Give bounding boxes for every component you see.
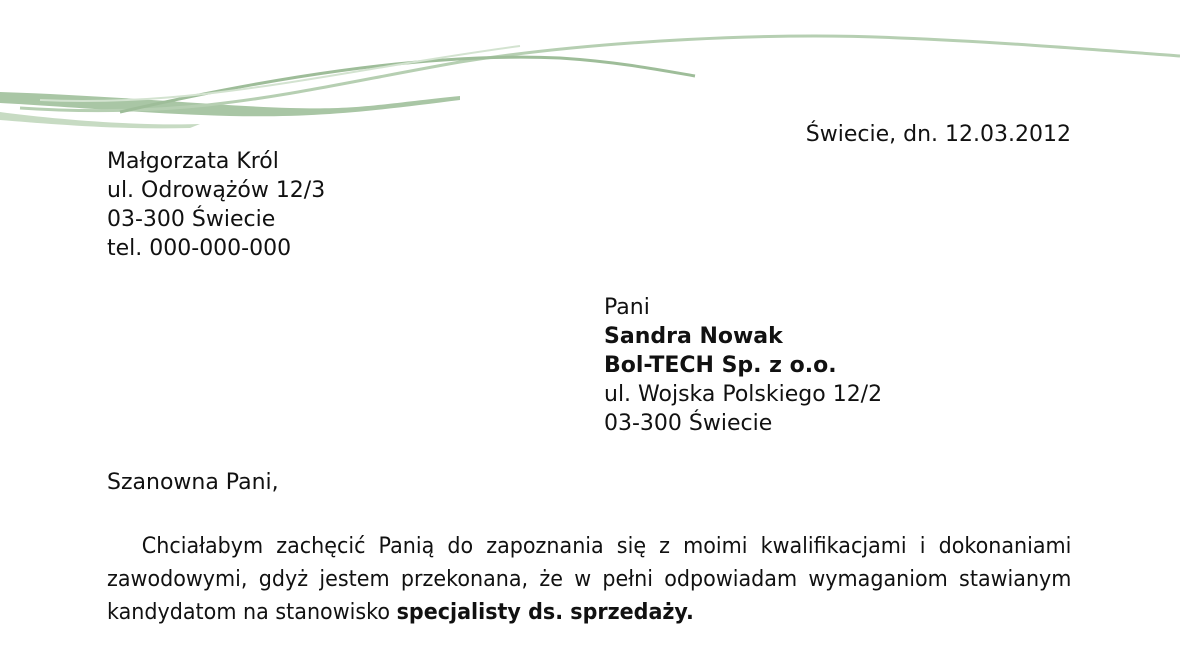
recipient-street: ul. Wojska Polskiego 12/2 [604, 382, 883, 407]
decorative-swoosh-header [0, 0, 1180, 140]
swoosh-band-lower [0, 112, 200, 128]
paragraph-position-text: specjalisty ds. sprzedaży. [396, 600, 694, 625]
sender-name: Małgorzata Król [107, 149, 279, 174]
swoosh-band-thick [0, 92, 460, 116]
recipient-company: Bol-TECH Sp. z o.o. [604, 353, 837, 378]
letter-body-paragraph [107, 530, 1071, 629]
letter-greeting: Szanowna Pani, [107, 470, 279, 495]
swoosh-line-long [20, 36, 1180, 111]
sender-phone: tel. 000-000-000 [107, 236, 292, 261]
sender-city: 03-300 Świecie [107, 207, 276, 232]
swoosh-line-thin [40, 46, 520, 101]
recipient-city: 03-300 Świecie [604, 411, 773, 436]
sender-address-block [107, 147, 325, 263]
letter-date: Świecie, dn. 12.03.2012 [805, 122, 1071, 147]
paragraph-intro-text: Chciałabym zachęcić Panią do zapoznania się z moimi kwalifikacjami i dokonaniami zawodowymi, gdyż jestem przekonana, że w pełni odpowiadam wymaganiom stawianym kandydatom na stanowisko [107, 534, 1072, 625]
sender-street: ul. Odrowążów 12/3 [107, 178, 326, 203]
recipient-address-block [604, 293, 882, 438]
recipient-name: Sandra Nowak [604, 324, 783, 349]
recipient-title: Pani [604, 295, 650, 320]
